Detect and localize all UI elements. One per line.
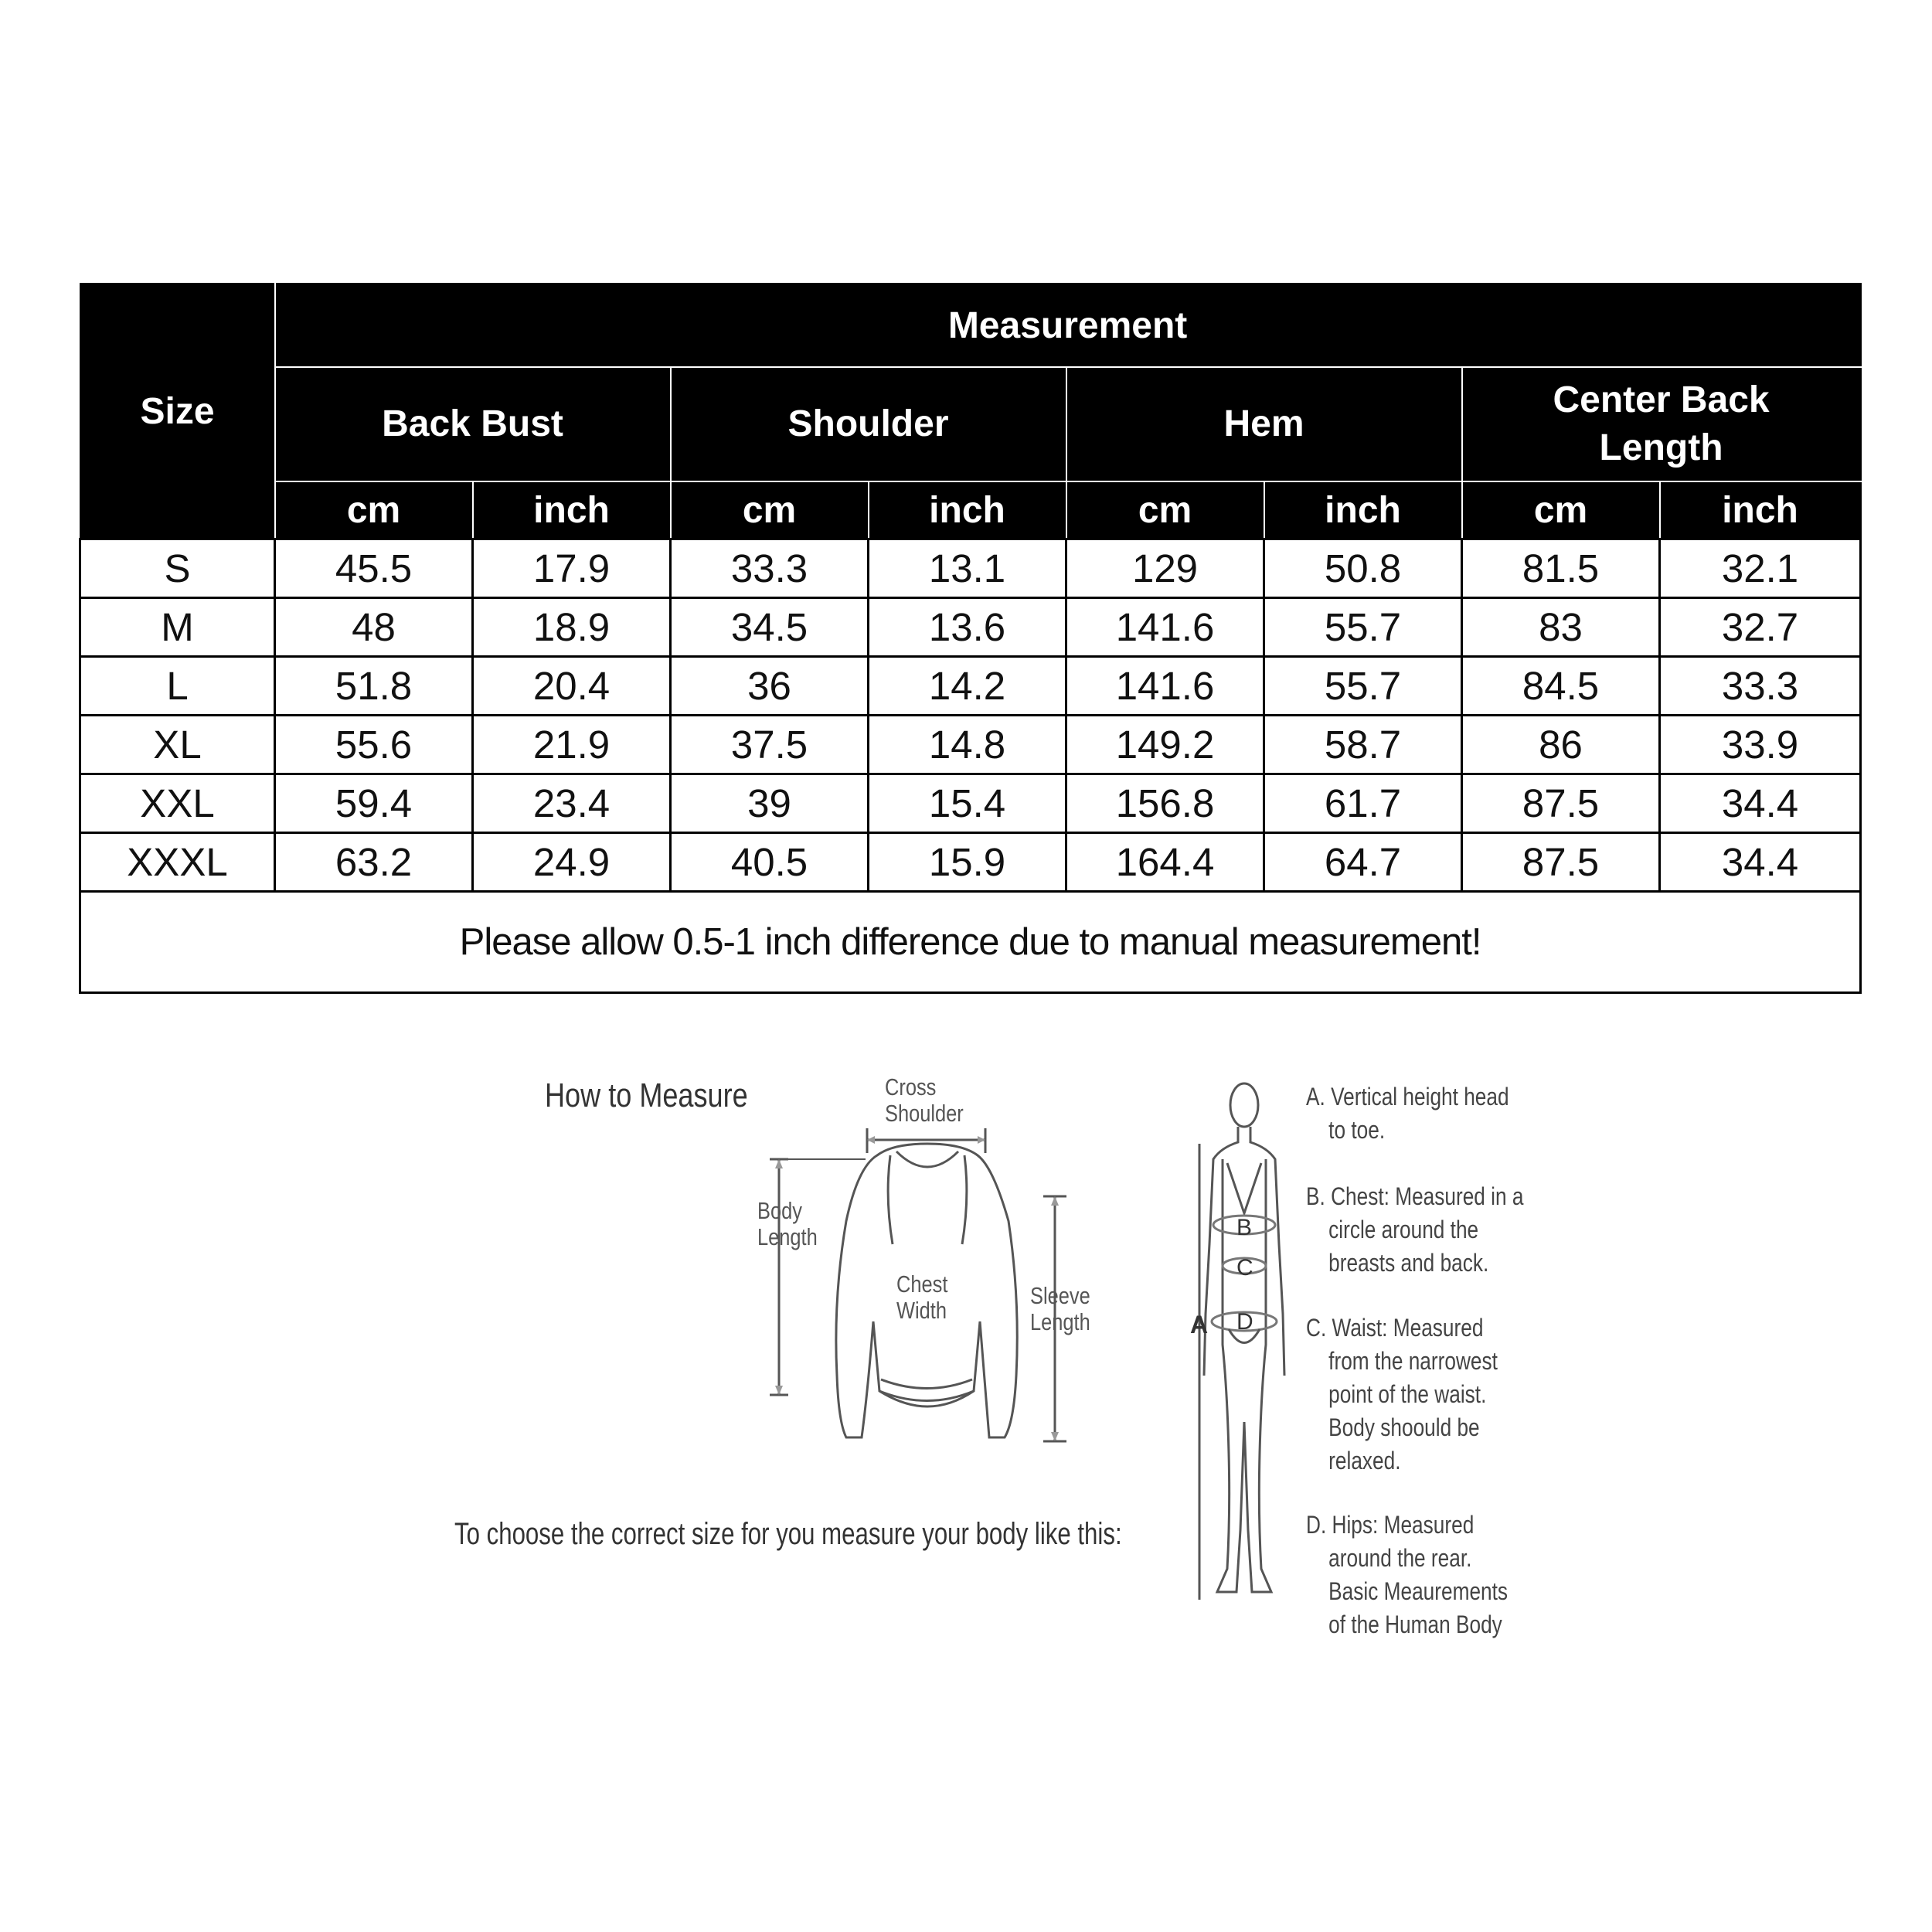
unit-header: inch [1660,481,1861,539]
unit-header: cm [1462,481,1660,539]
value-cell: 61.7 [1264,774,1462,833]
definition-c: C. Waist: Measured from the narrowest point of the waist. Body shoould be relaxed. [1306,1314,1498,1475]
value-cell: 39 [671,774,869,833]
value-cell: 20.4 [473,657,671,716]
value-cell: 34.5 [671,598,869,657]
unit-header: cm [1066,481,1264,539]
value-cell: 33.3 [671,539,869,598]
table-row [80,716,1861,774]
size-cell: XL [80,716,275,774]
value-cell: 51.8 [275,657,473,716]
value-cell: 84.5 [1462,657,1660,716]
unit-header: inch [1264,481,1462,539]
definition-b: B. Chest: Measured in a circle around the breasts and back. [1306,1182,1524,1277]
how-to-measure-title: How to Measure [545,1077,748,1114]
value-cell: 37.5 [671,716,869,774]
value-cell: 14.2 [869,657,1066,716]
value-cell: 86 [1462,716,1660,774]
unit-header: cm [671,481,869,539]
value-cell: 83 [1462,598,1660,657]
sleeve-length-label: Sleeve Length [1030,1282,1090,1335]
table-row [80,539,1861,598]
value-cell: 36 [671,657,869,716]
value-cell: 45.5 [275,539,473,598]
value-cell: 87.5 [1462,774,1660,833]
body-length-label: Body Length [757,1197,818,1250]
center-back-length-header: Center Back Length [1462,367,1861,481]
value-cell: 59.4 [275,774,473,833]
definition-a: A. Vertical height head to toe. [1306,1083,1509,1144]
measurement-note: Please allow 0.5-1 inch difference due to manual measurement! [80,892,1861,993]
how-to-instruction: To choose the correct size for you measure your body like this: [454,1517,1122,1551]
size-cell: S [80,539,275,598]
size-header: Size [80,284,275,539]
back-bust-header: Back Bust [275,367,671,481]
unit-header: cm [275,481,473,539]
size-cell: M [80,598,275,657]
value-cell: 34.4 [1660,833,1861,892]
cross-shoulder-label: Cross Shoulder [885,1073,964,1127]
value-cell: 81.5 [1462,539,1660,598]
value-cell: 21.9 [473,716,671,774]
value-cell: 18.9 [473,598,671,657]
measurement-header: Measurement [275,284,1861,367]
table-row [80,598,1861,657]
value-cell: 63.2 [275,833,473,892]
value-cell: 23.4 [473,774,671,833]
value-cell: 33.9 [1660,716,1861,774]
marker-c: C [1236,1255,1253,1281]
value-cell: 55.7 [1264,657,1462,716]
table-row [80,657,1861,716]
unit-header: inch [869,481,1066,539]
value-cell: 55.7 [1264,598,1462,657]
value-cell: 55.6 [275,716,473,774]
value-cell: 17.9 [473,539,671,598]
value-cell: 24.9 [473,833,671,892]
unit-header: inch [473,481,671,539]
value-cell: 64.7 [1264,833,1462,892]
value-cell: 50.8 [1264,539,1462,598]
size-chart-table [79,283,1862,994]
value-cell: 48 [275,598,473,657]
value-cell: 32.7 [1660,598,1861,657]
value-cell: 87.5 [1462,833,1660,892]
table-row [80,833,1861,892]
size-cell: XXXL [80,833,275,892]
shoulder-header: Shoulder [671,367,1066,481]
value-cell: 32.1 [1660,539,1861,598]
value-cell: 129 [1066,539,1264,598]
value-cell: 13.1 [869,539,1066,598]
definition-d: D. Hips: Measured around the rear. Basic Meaurements of the Human Body [1306,1511,1509,1638]
marker-d: D [1236,1309,1253,1335]
table-row [80,774,1861,833]
hem-header: Hem [1066,367,1462,481]
value-cell: 15.4 [869,774,1066,833]
marker-b: B [1236,1215,1253,1240]
chest-width-label: Chest Width [896,1270,948,1324]
value-cell: 33.3 [1660,657,1861,716]
body-diagram [1167,1066,1298,1623]
size-cell: XXL [80,774,275,833]
value-cell: 13.6 [869,598,1066,657]
value-cell: 156.8 [1066,774,1264,833]
value-cell: 34.4 [1660,774,1861,833]
value-cell: 15.9 [869,833,1066,892]
value-cell: 14.8 [869,716,1066,774]
marker-a: A [1190,1311,1209,1338]
value-cell: 40.5 [671,833,869,892]
value-cell: 164.4 [1066,833,1264,892]
value-cell: 141.6 [1066,598,1264,657]
garment-diagram [742,1066,1113,1468]
size-cell: L [80,657,275,716]
value-cell: 58.7 [1264,716,1462,774]
value-cell: 141.6 [1066,657,1264,716]
value-cell: 149.2 [1066,716,1264,774]
